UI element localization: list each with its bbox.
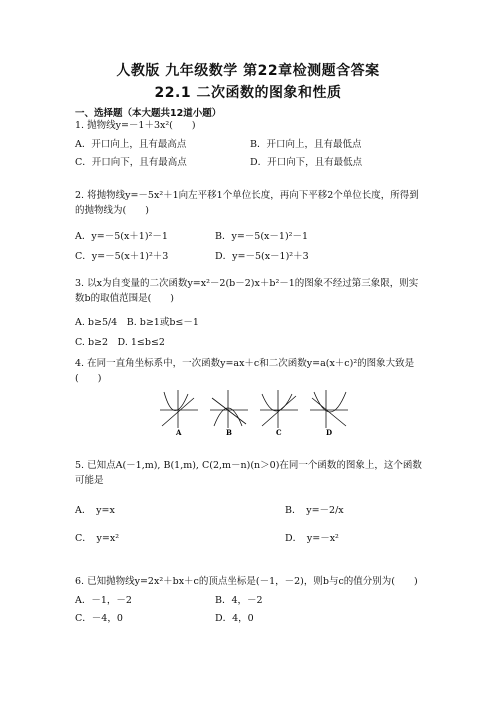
q5-option-d: D． y=－x² bbox=[285, 533, 339, 544]
q5-option-b: B． y=－2/x bbox=[285, 505, 344, 516]
q1-option-a: A．开口向上，且有最高点 bbox=[75, 139, 187, 150]
q2-option-a: A．y=－5(x＋1)²－1 bbox=[75, 231, 168, 242]
q2-option-c: C．y=－5(x＋1)²＋3 bbox=[75, 251, 169, 262]
q1-option-b: B．开口向上，且有最低点 bbox=[250, 139, 362, 150]
q4-graphs-figure bbox=[158, 388, 358, 436]
q2-option-b: B．y=－5(x－1)²－1 bbox=[215, 231, 309, 242]
q4-graph-d bbox=[310, 390, 348, 428]
doc-title: 人教版 九年级数学 第22章检测题含答案 bbox=[116, 63, 380, 79]
q5-option-c: C． y=x² bbox=[75, 533, 120, 544]
q6-option-c: C．－4，0 bbox=[75, 613, 123, 624]
q1-option-d: D．开口向下，且有最低点 bbox=[250, 157, 363, 168]
question-2-stem: 2. 将抛物线y=－5x²＋1向左平移1个单位长度，再向下平移2个单位长度，所得到的抛物线为( ) bbox=[75, 190, 419, 216]
question-3-stem: 3. 以x为自变量的二次函数y=x²－2(b－2)x＋b²－1的图象不经过第三象限，则实数b的取值范围是( ) bbox=[75, 278, 419, 304]
q4-label-c: C bbox=[276, 428, 282, 436]
q4-graph-a bbox=[160, 390, 198, 428]
q4-label-b: B bbox=[226, 428, 232, 436]
q5-option-a: A． y=x bbox=[75, 505, 115, 516]
q4-graph-c bbox=[260, 390, 298, 428]
q1-option-c: C．开口向下，且有最高点 bbox=[75, 157, 187, 168]
q4-label-a: A bbox=[176, 428, 182, 436]
q4-graph-b bbox=[210, 390, 248, 428]
question-1-stem: 1. 抛物线y=－1＋3x²( ) bbox=[75, 120, 196, 131]
q3-options-ab: A. b≥5/4 B. b≥1或b≤－1 bbox=[75, 317, 199, 328]
q6-option-d: D．4，0 bbox=[215, 613, 254, 624]
q3-options-cd: C. b≥2 D. 1≤b≤2 bbox=[75, 337, 165, 348]
question-6-stem: 6. 已知抛物线y=2x²＋bx＋c的顶点坐标是(－1，－2)，则b与c的值分别为( ) bbox=[75, 576, 418, 587]
doc-subtitle: 22.1 二次函数的图象和性质 bbox=[154, 85, 342, 101]
q4-label-d: D bbox=[326, 428, 333, 436]
q6-option-a: A．－1，－2 bbox=[75, 595, 132, 606]
question-4-stem: 4. 在同一直角坐标系中，一次函数y=ax＋c和二次函数y=a(x＋c)²的图象大致是( ) bbox=[75, 358, 415, 384]
section-heading: 一、选择题（本大题共12道小题） bbox=[75, 108, 222, 119]
question-5-stem: 5. 已知点A(－1,m), B(1,m), C(2,m－n)(n＞0)在同一个函数的图象上，这个函数可能是 bbox=[75, 460, 422, 486]
q6-option-b: B．4，－2 bbox=[215, 595, 263, 606]
q2-option-d: D．y=－5(x－1)²＋3 bbox=[215, 251, 309, 262]
